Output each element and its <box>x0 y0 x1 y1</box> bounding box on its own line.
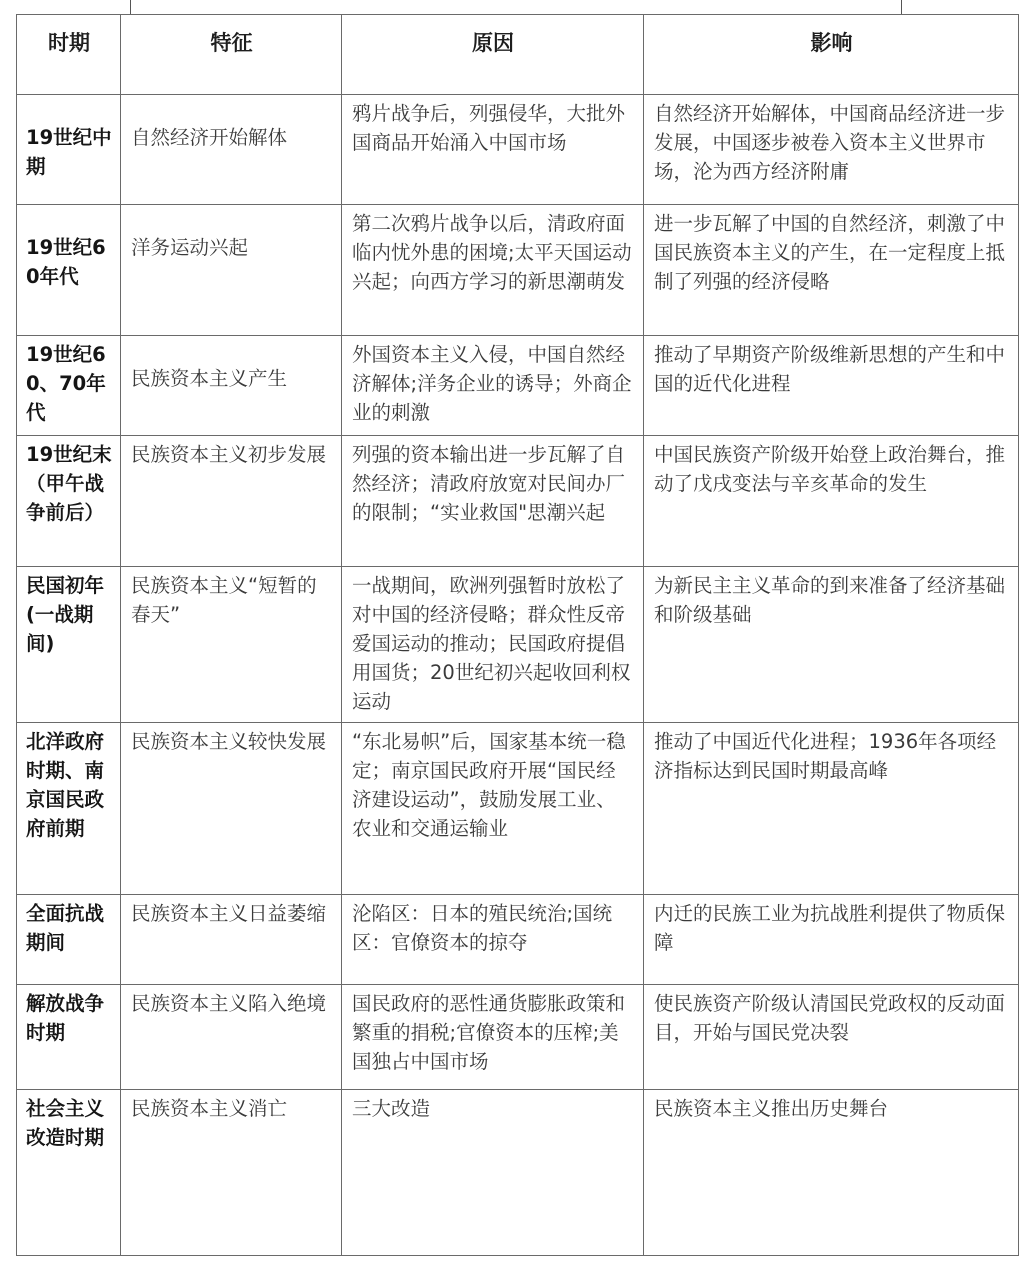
period-cell: 全面抗战期间 <box>17 895 121 985</box>
cause-cell: 外国资本主义入侵，中国自然经济解体;洋务企业的诱导；外商企业的刺激 <box>342 336 644 436</box>
top-border-fragment <box>130 0 902 14</box>
impact-cell: 推动了早期资产阶级维新思想的产生和中国的近代化进程 <box>644 336 1019 436</box>
period-cell: 19世纪60、70年代 <box>17 336 121 436</box>
cause-cell: 列强的资本输出进一步瓦解了自然经济；清政府放宽对民间办厂的限制；“实业救国"思潮兴起 <box>342 436 644 567</box>
cause-cell: 三大改造 <box>342 1090 644 1256</box>
impact-cell: 中国民族资产阶级开始登上政治舞台，推动了戊戌变法与辛亥革命的发生 <box>644 436 1019 567</box>
period-cell: 民国初年(一战期间) <box>17 567 121 723</box>
table-wrapper <box>16 14 1019 1256</box>
feature-cell: 民族资本主义较快发展 <box>121 723 342 895</box>
cause-cell: 国民政府的恶性通货膨胀政策和繁重的捐税;官僚资本的压榨;美国独占中国市场 <box>342 985 644 1090</box>
feature-cell: 民族资本主义消亡 <box>121 1090 342 1256</box>
table-row <box>17 1090 1019 1256</box>
period-cell: 19世纪末（甲午战争前后） <box>17 436 121 567</box>
header-period: 时期 <box>17 15 121 95</box>
feature-cell: 民族资本主义“短暂的春天” <box>121 567 342 723</box>
cause-cell: 沦陷区：日本的殖民统治;国统区：官僚资本的掠夺 <box>342 895 644 985</box>
header-feature: 特征 <box>121 15 342 95</box>
impact-cell: 进一步瓦解了中国的自然经济，刺激了中国民族资本主义的产生，在一定程度上抵制了列强的经济侵略 <box>644 205 1019 336</box>
feature-cell: 自然经济开始解体 <box>121 95 342 205</box>
cause-cell: 鸦片战争后，列强侵华，大批外国商品开始涌入中国市场 <box>342 95 644 205</box>
table-row <box>17 895 1019 985</box>
feature-cell: 民族资本主义日益萎缩 <box>121 895 342 985</box>
period-cell: 北洋政府时期、南京国民政府前期 <box>17 723 121 895</box>
history-table <box>16 14 1019 1256</box>
impact-cell: 推动了中国近代化进程；1936年各项经济指标达到民国时期最高峰 <box>644 723 1019 895</box>
period-cell: 解放战争时期 <box>17 985 121 1090</box>
period-cell: 19世纪60年代 <box>17 205 121 336</box>
table-row <box>17 436 1019 567</box>
header-cause: 原因 <box>342 15 644 95</box>
header-row <box>17 15 1019 95</box>
table-row <box>17 567 1019 723</box>
cause-cell: “东北易帜”后，国家基本统一稳定；南京国民政府开展“国民经济建设运动”，鼓励发展工业、农业和交通运输业 <box>342 723 644 895</box>
header-impact: 影响 <box>644 15 1019 95</box>
table-row <box>17 723 1019 895</box>
impact-cell: 使民族资产阶级认清国民党政权的反动面目，开始与国民党决裂 <box>644 985 1019 1090</box>
feature-cell: 民族资本主义初步发展 <box>121 436 342 567</box>
impact-cell: 为新民主主义革命的到来准备了经济基础和阶级基础 <box>644 567 1019 723</box>
table-row <box>17 985 1019 1090</box>
feature-cell: 洋务运动兴起 <box>121 205 342 336</box>
feature-cell: 民族资本主义陷入绝境 <box>121 985 342 1090</box>
feature-cell: 民族资本主义产生 <box>121 336 342 436</box>
cause-cell: 一战期间，欧洲列强暂时放松了对中国的经济侵略；群众性反帝爱国运动的推动；民国政府提倡用国货；20世纪初兴起收回利权运动 <box>342 567 644 723</box>
period-cell: 19世纪中期 <box>17 95 121 205</box>
table-row <box>17 205 1019 336</box>
period-cell: 社会主义改造时期 <box>17 1090 121 1256</box>
cause-cell: 第二次鸦片战争以后，清政府面临内忧外患的困境;太平天国运动兴起；向西方学习的新思潮萌发 <box>342 205 644 336</box>
table-row <box>17 95 1019 205</box>
impact-cell: 自然经济开始解体，中国商品经济进一步发展，中国逐步被卷入资本主义世界市场，沦为西方经济附庸 <box>644 95 1019 205</box>
impact-cell: 民族资本主义推出历史舞台 <box>644 1090 1019 1256</box>
impact-cell: 内迁的民族工业为抗战胜利提供了物质保障 <box>644 895 1019 985</box>
table-row <box>17 336 1019 436</box>
